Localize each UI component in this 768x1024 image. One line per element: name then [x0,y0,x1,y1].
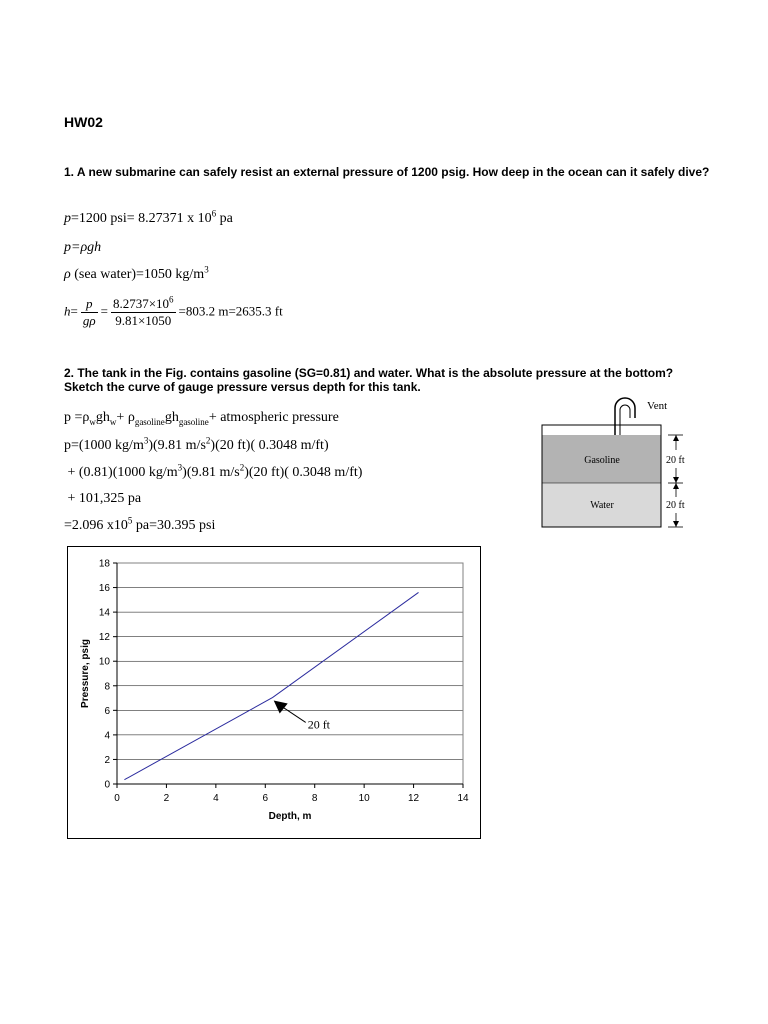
q1-density-text: (sea water)=1050 kg/m [70,267,205,282]
x-tick-label: 2 [163,793,170,804]
q1-equation-depth [64,296,283,329]
y-tick-label: 8 [104,681,110,693]
q2-result [64,515,216,534]
q2-gh-gas: gh [164,410,179,425]
q2-calc-line-2 [64,462,363,481]
q1-eq-text: =1200 psi= 8.27371 x 10 [71,211,212,226]
q2-l5-b: pa=30.395 psi [132,518,216,533]
q2-formula-p: p = [64,410,83,425]
y-axis-label: Pressure, psig [80,639,91,708]
q2-plus: + [116,410,128,425]
x-tick-label: 10 [358,793,370,804]
q2-formula [64,410,339,426]
q2-l2-b: )(9.81 m/s [148,438,206,453]
x-axis-label: Depth, m [268,811,312,822]
x-tick-label: 4 [213,793,219,804]
q1-density-exp: 3 [204,264,209,275]
frac1-den: gρ [82,313,96,328]
y-tick-label: 18 [98,558,110,570]
q1-fraction-1 [81,296,98,329]
q2-sub-gas2: gasoline [178,416,209,427]
x-tick-label: 12 [408,793,420,804]
q1-eq-unit: pa [216,211,233,226]
q1-depth-eq: = [70,303,78,319]
q1-hydro-lhs: p [64,240,71,255]
y-tick-label: 2 [104,754,110,766]
dim-label-top: 20 ft [666,455,685,466]
q2-gh-w: gh [95,410,110,425]
gasoline-label: Gasoline [584,455,620,466]
q1-fraction-2 [111,296,176,329]
dim-arrow-4 [673,521,679,527]
y-tick-label: 6 [104,705,110,717]
y-tick-label: 12 [98,632,110,644]
q1-rho-symbol: ρ [64,267,71,282]
x-tick-label: 14 [457,793,469,804]
frac2-den: 9.81×1050 [115,313,172,328]
q2-l3-b: )(9.81 m/s [182,465,240,480]
frac2-num-text: 8.2737×10 [112,296,170,311]
q2-sub-gas1: gasoline [134,416,165,427]
page-title: HW02 [64,114,103,130]
q2-rho-gas: ρ [127,410,135,425]
vent-pipe [615,398,635,436]
frac1-num: p [81,296,98,313]
question-1: 1. A new submarine can safely resist an external pressure of 1200 psig. How deep in the ocean can it safely dive? [64,165,710,179]
annotation-label: 20 ft [307,717,331,732]
frac2-num-exp: 6 [169,294,174,305]
q2-l2-ae: 3 [143,435,149,446]
q2-rho-w: ρ [82,410,90,425]
q1-hydro-rhs: =ρgh [71,240,102,255]
y-tick-label: 16 [98,583,110,595]
q1-equation-density [64,264,209,283]
q2-l5-ae: 5 [127,515,133,526]
q2-calc-line-1 [64,435,329,454]
q2-l3-c: )(20 ft)( 0.3048 m/ft) [244,465,363,480]
q1-depth-eq2: = [100,303,108,319]
dim-label-bottom: 20 ft [666,500,685,511]
q1-equation-pressure [64,208,233,227]
vent-label: Vent [647,400,668,412]
dim-arrow-3 [673,483,679,489]
x-tick-label: 6 [262,793,269,804]
q2-l2-be: 2 [205,435,211,446]
y-tick-label: 10 [98,656,110,668]
y-tick-label: 14 [98,607,110,619]
q2-sub-w2: w [109,416,117,427]
q1-eq-exp: 6 [211,208,217,219]
dim-arrow-1 [673,435,679,441]
q2-l3-ae: 3 [177,462,183,473]
pressure-depth-chart [67,546,481,839]
y-tick-label: 0 [104,779,110,791]
q2-sub-w1: w [89,416,96,427]
x-tick-label: 8 [311,793,318,804]
x-tick-label: 0 [114,793,120,804]
q1-var-p: p [64,211,71,226]
q2-l5-a: =2.096 x10 [64,518,128,533]
frac2-num [111,296,176,313]
vent-pipe-inner [620,405,630,436]
q1-equation-hydrostatic [64,240,101,256]
q2-calc-line-3: + 101,325 pa [64,491,142,506]
question-2: 2. The tank in the Fig. contains gasoline (SG=0.81) and water. What is the absolute pressure at the bottom? Sketch the curve of gauge pressure versus depth for this tank. [64,366,674,394]
q1-depth-result: =803.2 m=2635.3 ft [178,303,283,319]
q2-l3-a: + (0.81)(1000 kg/m [64,465,178,480]
dim-arrow-2 [673,477,679,483]
q2-formula-tail: + atmospheric pressure [208,410,339,425]
q2-l2-c: )(20 ft)( 0.3048 m/ft) [210,438,329,453]
q2-l3-be: 2 [239,462,245,473]
water-label: Water [590,500,614,511]
q1-depth-lhs: h [64,303,71,319]
y-tick-label: 4 [104,730,110,742]
tank-diagram [535,388,705,533]
q2-l2-a: p=(1000 kg/m [64,438,144,453]
